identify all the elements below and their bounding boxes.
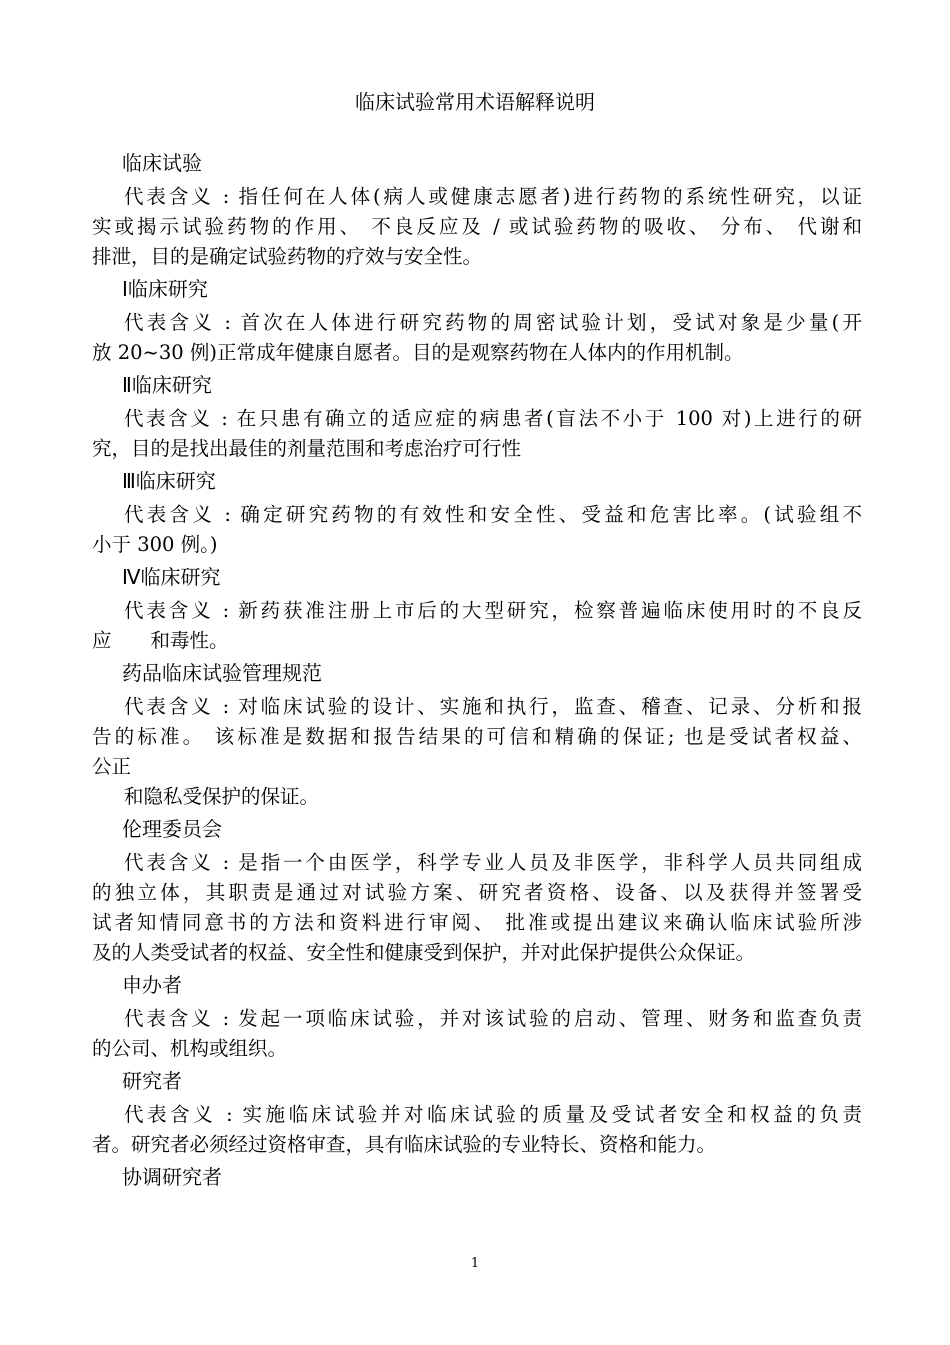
term-heading: 临床试验 [122,151,202,175]
text-line: 公正 [92,755,132,778]
page-number: 1 [470,1256,480,1271]
text-line: 及的人类受试者的权益、安全性和健康受到保护，并对此保护提供公众保证。 [92,941,756,964]
text-line: 放 20~30 例)正常成年健康自愿者。目的是观察药物在人体内的作用机制。 [92,341,744,364]
text-line: 告的标准。 该标准是数据和报告结果的可信和精确的保证; 也是受试者权益、 [92,725,862,748]
term-heading: 药品临床试验管理规范 [122,661,322,685]
text-line: 小于 300 例。) [92,533,218,556]
document-body [92,148,862,1196]
text-line: 的独立体，其职责是通过对试验方案、研究者资格、设备、以及获得并签署受 [92,881,862,904]
text-line: 实或揭示试验药物的作用、 不良反应及 / 或试验药物的吸收、 分布、 代谢和 [92,215,862,238]
term-heading: Ⅱ临床研究 [122,373,212,397]
term-definition [92,692,862,812]
text-line: 代表含义 : 指任何在人体(病人或健康志愿者)进行药物的系统性研究，以证 [124,185,862,208]
term-heading: 申办者 [122,973,182,997]
term-heading: 研究者 [122,1069,182,1093]
text-line: 者。研究者必须经过资格审查，具有临床试验的专业特长、资格和能力。 [92,1133,717,1156]
text-line: 代表含义 : 实施临床试验并对临床试验的质量及受试者安全和权益的负责 [124,1103,862,1126]
term-definition [92,1004,862,1064]
term-definition [92,500,862,560]
text-line: 代表含义 : 首次在人体进行研究药物的周密试验计划，受试对象是少量(开 [124,311,862,334]
text-line: 究，目的是找出最佳的剂量范围和考虑治疗可行性 [92,437,522,460]
term-heading: Ⅰ临床研究 [122,277,208,301]
text-line: 代表含义 : 发起一项临床试验，并对该试验的启动、管理、财务和监查负责 [124,1007,862,1030]
term-heading: 协调研究者 [122,1165,222,1189]
term-heading: Ⅲ临床研究 [122,469,216,493]
text-line: 代表含义 : 新药获准注册上市后的大型研究，检察普遍临床使用时的不良反 [124,599,862,622]
text-line: 试者知情同意书的方法和资料进行审阅、 批准或提出建议来确认临床试验所涉 [92,911,862,934]
text-line: 的公司、机构或组织。 [92,1037,288,1060]
text-line: 和隐私受保护的保证。 [124,785,320,808]
text-line: 代表含义 : 对临床试验的设计、实施和执行，监查、稽查、记录、分析和报 [124,695,862,718]
text-line: 代表含义 : 确定研究药物的有效性和安全性、受益和危害比率。(试验组不 [124,503,862,526]
term-definition [92,1100,862,1160]
term-heading: 伦理委员会 [122,817,222,841]
term-heading: Ⅳ临床研究 [122,565,221,589]
text-line: 排泄，目的是确定试验药物的疗效与安全性。 [92,245,483,268]
term-definition [92,596,862,656]
term-definition [92,308,862,368]
term-definition [92,182,862,272]
text-line: 代表含义 : 是指一个由医学，科学专业人员及非医学，非科学人员共同组成 [124,851,862,874]
text-line: 应 和毒性。 [92,629,229,652]
term-definition [92,848,862,968]
term-definition [92,404,862,464]
document-title: 临床试验常用术语解释说明 [355,90,595,114]
text-line: 代表含义 : 在只患有确立的适应症的病患者(盲法不小于 100 对)上进行的研 [124,407,862,430]
